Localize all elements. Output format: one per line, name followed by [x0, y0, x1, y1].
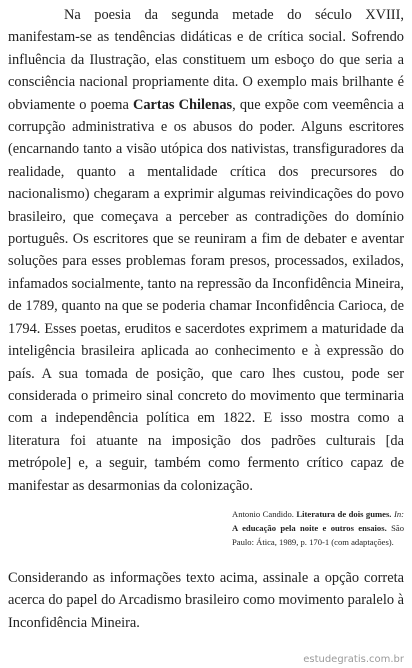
citation-author: Antonio Candido.: [232, 509, 294, 519]
passage-paragraph: [8, 4, 404, 497]
citation-in-label: In:: [393, 509, 404, 519]
citation-work: Literatura de dois gumes.: [296, 509, 392, 519]
passage-text: [8, 4, 404, 497]
passage-part-1: Na poesia da segunda metade do século XVIII, manifestam-se as tendências didáticas e de crítica social. Sofrendo influência da Ilustração, elas constituem um esboço do que seria a consciência nacional propriamente dita. O exemplo mais brilhante é obviamente o poema: [8, 7, 404, 113]
citation-book: A educação pela noite e outros ensaios.: [232, 522, 387, 533]
poem-title: Cartas Chilenas: [132, 96, 233, 113]
site-watermark: estudegratis.com.br: [303, 654, 404, 665]
passage-part-2: , que expõe com veemência a corrupção administrativa e os abusos do poder. Alguns escritores (encarnando tanto a visão utópica dos nativistas, transfiguradores da realidade, quanto a mentalidade crítica dos precursores do nacionalismo) chegaram a exprimir algumas reivindicações do povo brasileiro, que começava a perceber as contradições do domínio português. Os escritores que se reuniram a fim de debater e aventar soluções para esses problemas foram presos, processados, exilados, infamados socialmente, tanto na repressão da Inconfidência Mineira, de 1789, quanto na que se poderia chamar Inconfidência Carioca, de 1794. Esses poetas, eruditos e sacerdotes exprimem a maturidade da inteligência brasileira aplicada ao conhecimento e à expressão do país. A sua tomada de posição, que caro lhes custou, pode ser considerada o primeiro sinal concreto do movimento que terminaria com a independência política em 1822. E isso mostra como a literatura foi atuante na imposição dos padrões culturais [da metrópole] e, a seguir, também como fermento crítico capaz de manifestar as desarmonias da colonização.: [8, 96, 404, 494]
citation-publisher: São Paulo: Ática, 1989, p. 170-1 (com adaptações).: [232, 522, 404, 547]
question-text: Considerando as informações texto acima, assinale a opção correta acerca do papel do Arcadismo brasileiro como movimento paralelo à Inconfidência Mineira.: [8, 570, 404, 631]
source-citation: [232, 508, 404, 549]
question-block: [8, 567, 404, 634]
